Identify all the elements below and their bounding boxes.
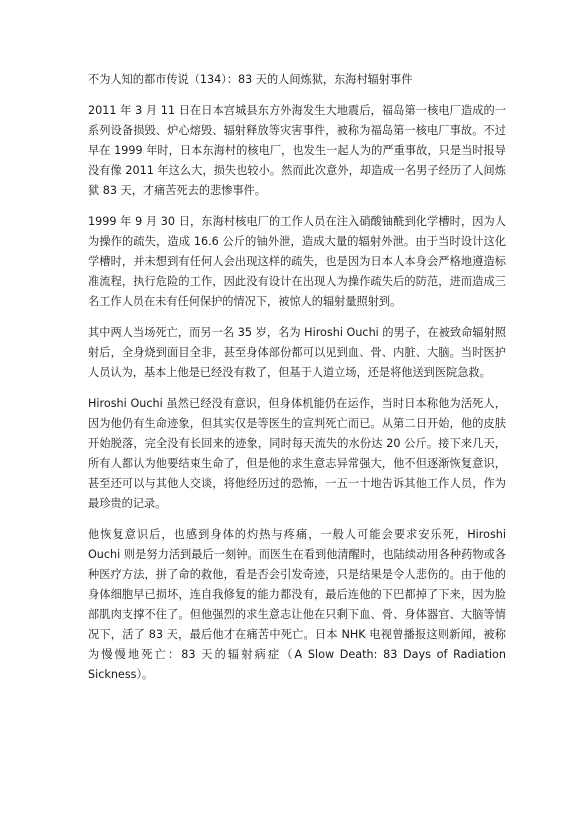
paragraph-3: 其中两人当场死亡，而另一名 35 岁，名为 Hiroshi Ouchi 的男子，在被致命辐射照射后，全身烧到面目全非，甚至身体部份都可以见到血、骨、内脏、大脑。当时医护人员认为，基本上他是已经没有救了，但基于人道立场，还是将他送到医院急救。 — [88, 326, 506, 379]
document-title: 不为人知的都市传说（134）：83 天的人间炼狱，东海村辐射事件 — [88, 73, 413, 86]
paragraph-5: 他恢复意识后，也感到身体的灼热与疼痛，一般人可能会要求安乐死，Hiroshi Ouchi 则是努力活到最后一刻钟。而医生在看到他清醒时，也陆续动用各种药物或各种医疗方法，拼了命的救他，看是否会引发奇迹，只是结果是令人悲伤的。由于他的身体细胞早已损坏，连自我修复的能力都没有，最后连他的下巴都掉了下来，因为脸部肌肉支撑不住了。但他强烈的求生意志让他在只剩下血、骨、身体器官、大脑等情况下，活了 83 天，最后他才在痛苦中死亡。日本 NHK 电视曾播报这则新闻，被称为慢慢地死亡：83 天的辐射病症（A Slow Death: 83 Days of Radiation Sickness）。 — [88, 528, 506, 681]
document-body — [88, 70, 506, 696]
paragraph-2: 1999 年 9 月 30 日，东海村核电厂的工作人员在注入硝酸铀酰到化学槽时，因为人为操作的疏失，造成 16.6 公斤的铀外泄，造成大量的辐射外泄。由于当时设计这化学槽时，并未想到有任何人会出现这样的疏失，也是因为日本人本身会严格地遵造标准流程，执行危险的工作，因此没有设计在出现人为操作疏失后的防范，进而造成三名工作人员在未有任何保护的情况下，被惊人的辐射量照射到。 — [88, 215, 506, 308]
paragraph-4: Hiroshi Ouchi 虽然已经没有意识，但身体机能仍在运作，当时日本称他为活死人，因为他仍有生命迹象，但其实仅是等医生的宣判死亡而已。从第二日开始，他的皮肤开始脱落，完全没有长回来的迹象，同时每天流失的水份达 20 公斤。接下来几天，所有人都认为他要结束生命了，但是他的求生意志异常强大，他不但逐渐恢复意识，甚至还可以与其他人交谈，将他经历过的恐怖，一五一十地告诉其他工作人员，作为最珍贵的记录。 — [88, 397, 506, 510]
paragraph-1: 2011 年 3 月 11 日在日本宫城县东方外海发生大地震后，福岛第一核电厂造成的一系列设备损毁、炉心熔毁、辐射释放等灾害事件，被称为福岛第一核电厂事故。不过早在 1999 年时，日本东海村的核电厂，也发生一起人为的严重事故，只是当时报导没有像 2011 年这么大，损失也较小。然而此次意外，却造成一名男子经历了人间炼狱 83 天，才痛苦死去的悲惨事件。 — [88, 104, 506, 197]
